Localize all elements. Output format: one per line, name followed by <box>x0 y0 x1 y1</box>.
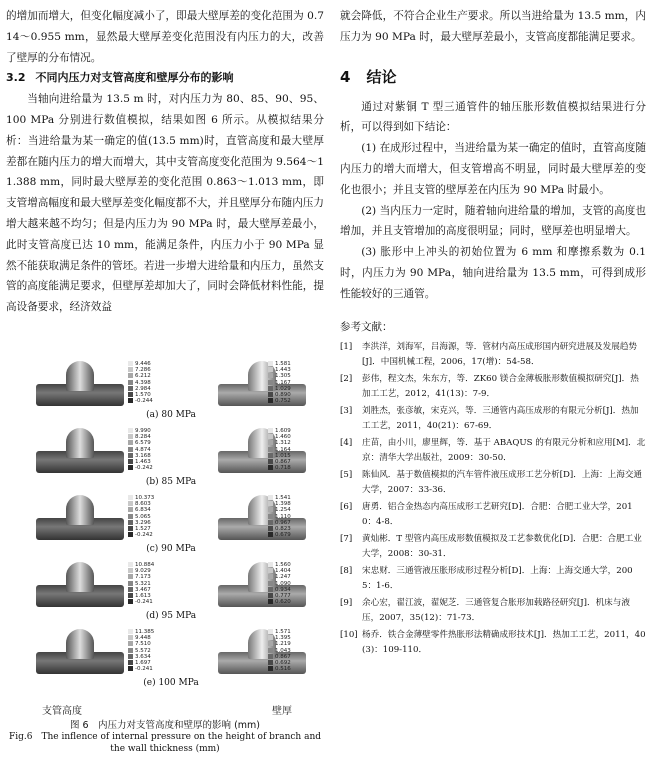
section-title: 结论 <box>366 67 397 86</box>
legend-entry: 0.679 <box>268 532 308 538</box>
legend-entry: 4.874 <box>128 447 168 453</box>
legend-entry: 0.823 <box>268 526 308 532</box>
legend-entry: -0.242 <box>128 532 168 538</box>
reference-number: [7] <box>340 533 353 544</box>
contour-legend <box>268 629 308 672</box>
reference-number: [1] <box>340 341 353 352</box>
reference-text: 宋忠财．三通管液压胀形成形过程分析[D]．上海：上海交通大学，2005：1-6． <box>362 565 633 591</box>
branch-height-contour <box>36 428 124 473</box>
figure-panel <box>36 428 306 487</box>
legend-entry: 9.029 <box>128 568 168 574</box>
reference-number: [3] <box>340 405 353 416</box>
branch-height-contour <box>36 495 124 540</box>
reference-text: 彭伟，程文杰，朱东方，等．ZK60 镁合金薄板胀形数值模拟研究[J]．热加工工艺，2012，41(13)：7-9． <box>362 373 639 399</box>
conclusion-item: (3) 胀形中上冲头的初始位置为 6 mm 和摩擦系数为 0.1 时，内压力为 90 MPa，轴向进给量为 13.5 mm，可得到成形性能较好的三通管。 <box>340 246 646 300</box>
reference-item <box>340 372 646 402</box>
legend-entry: 0.934 <box>268 587 308 593</box>
legend-entry: 1.029 <box>268 386 308 392</box>
legend-entry: 8.284 <box>128 434 168 440</box>
panel-caption: (a) 80 MPa <box>146 410 196 420</box>
legend-entry: 7.173 <box>128 574 168 580</box>
section-4-heading <box>340 66 646 87</box>
reference-text: 李洪洋，刘海军，吕海源，等．管材内高压成形国内研究进展及发展趋势[J]．中国机械工程，2006，17(增)：54-58． <box>362 341 638 367</box>
conclusion-intro: 通过对紫铜 T 型三通管件的轴压胀形数值模拟结果进行分析，可以得到如下结论： <box>340 100 646 134</box>
legend-entry: 0.752 <box>268 398 308 404</box>
legend-entry: 6.834 <box>128 507 168 513</box>
reference-text: 余心宏，翟江波，翟妮芝．三通管复合胀形加载路径研究[J]．机床与液压，2007，35(12)：71-73． <box>362 597 630 623</box>
legend-entry: 9.448 <box>128 635 168 641</box>
legend-entry: 1.560 <box>268 562 308 568</box>
reference-number: [8] <box>340 565 353 576</box>
legend-entry: 11.385 <box>128 629 168 635</box>
legend-entry: 3.467 <box>128 587 168 593</box>
legend-entry: 3.634 <box>128 654 168 660</box>
figure-panel <box>36 562 306 621</box>
left-column <box>6 6 324 318</box>
legend-entry: 1.254 <box>268 507 308 513</box>
reference-item <box>340 564 646 594</box>
reference-number: [2] <box>340 373 353 384</box>
figure-panel <box>36 495 306 554</box>
legend-entry: 3.296 <box>128 520 168 526</box>
panel-caption: (b) 85 MPa <box>145 477 197 487</box>
legend-entry: 1.460 <box>268 434 308 440</box>
legend-entry: 0.516 <box>268 666 308 672</box>
legend-entry: 1.609 <box>268 428 308 434</box>
legend-entry: 1.090 <box>268 581 308 587</box>
left-paragraph-top: 的增加而增大，但变化幅度减小了，即最大壁厚差的变化范围为 0.714～0.955 mm，显然最大壁厚差变化范围没有内压力的大，改善了壁厚的分布情况。 <box>6 10 324 64</box>
references-title: 参考文献： <box>340 320 393 333</box>
legend-entry: 7.510 <box>128 641 168 647</box>
legend-entry: 4.398 <box>128 380 168 386</box>
legend-entry: 1.404 <box>268 568 308 574</box>
legend-entry: 1.305 <box>268 373 308 379</box>
figure-6 <box>6 361 324 759</box>
legend-entry: 10.373 <box>128 495 168 501</box>
contour-legend <box>268 361 308 404</box>
legend-entry: 1.043 <box>268 648 308 654</box>
reference-number: [6] <box>340 501 353 512</box>
legend-entry: 1.167 <box>268 380 308 386</box>
legend-entry: 1.015 <box>268 453 308 459</box>
legend-entry: 0.867 <box>268 459 308 465</box>
reference-number: [9] <box>340 597 353 608</box>
branch-height-contour <box>36 629 124 674</box>
legend-entry: 2.984 <box>128 386 168 392</box>
legend-entry: 0.867 <box>268 654 308 660</box>
legend-entry: 1.527 <box>128 526 168 532</box>
legend-entry: -0.241 <box>128 666 168 672</box>
legend-entry: 6.579 <box>128 440 168 446</box>
legend-entry: 5.572 <box>128 648 168 654</box>
contour-legend <box>268 495 308 538</box>
branch-height-contour <box>36 361 124 406</box>
reference-item <box>340 468 646 498</box>
legend-entry: 1.571 <box>268 629 308 635</box>
section-3-2-heading <box>6 68 324 89</box>
legend-entry: 1.697 <box>128 660 168 666</box>
figure-panels <box>6 361 324 688</box>
legend-entry: 1.613 <box>128 593 168 599</box>
reference-item <box>340 596 646 626</box>
contour-legend <box>128 361 168 404</box>
legend-entry: 1.463 <box>128 459 168 465</box>
legend-entry: -0.241 <box>128 599 168 605</box>
legend-entry: 0.777 <box>268 593 308 599</box>
legend-entry: 1.570 <box>128 392 168 398</box>
conclusion-list <box>340 138 646 304</box>
reference-number: [5] <box>340 469 353 480</box>
reference-text: 刘胜杰，张彦敏，宋克兴，等．三通管内高压成形的有限元分析[J]．热加工工艺，2011，40(21)：67-69． <box>362 405 639 431</box>
legend-entry: 1.581 <box>268 361 308 367</box>
legend-entry: -0.244 <box>128 398 168 404</box>
legend-entry: 1.398 <box>268 501 308 507</box>
legend-entry: 5.321 <box>128 581 168 587</box>
references-list <box>340 340 646 658</box>
legend-entry: 1.395 <box>268 635 308 641</box>
right-column <box>340 6 646 660</box>
conclusion-item: (1) 在成形过程中，当进给量为某一确定的值时，直管高度随内压力的增大而增大，但支管增高不明显，同时最大壁厚差的变化也很小；并且支管的壁厚差在内压为 90 MPa 时最小。 <box>340 142 646 196</box>
label-branch-height: 支管高度 <box>42 706 82 717</box>
reference-item <box>340 500 646 530</box>
reference-text: 庄苗，由小川，廖里辉，等．基于 ABAQUS 的有限元分析和应用[M]．北京：清华大学出版社，2009：30-50． <box>362 437 646 463</box>
legend-entry: 1.164 <box>268 447 308 453</box>
legend-entry: 1.247 <box>268 574 308 580</box>
legend-entry: 9.990 <box>128 428 168 434</box>
reference-text: 黄灿彬．T 型管内高压成形数值模拟及工艺参数优化[D]．合肥：合肥工业大学，2008：30-31． <box>362 533 642 559</box>
conclusion-item: (2) 当内压力一定时，随着轴向进给量的增加，支管的高度也增加，并且支管增加的高度很明显；同时，壁厚差也明显增大。 <box>340 204 646 238</box>
figure-panel <box>36 629 306 688</box>
contour-legend <box>128 495 168 538</box>
figure-caption-cn: 图 6 内压力对支管高度和壁厚的影响 (mm) <box>69 720 260 731</box>
figure-panel <box>36 361 306 420</box>
legend-entry: 6.212 <box>128 373 168 379</box>
legend-entry: 1.219 <box>268 641 308 647</box>
legend-entry: 0.718 <box>268 465 308 471</box>
branch-height-contour <box>36 562 124 607</box>
legend-entry: -0.242 <box>128 465 168 471</box>
legend-entry: 1.443 <box>268 367 308 373</box>
legend-entry: 5.065 <box>128 514 168 520</box>
label-wall-thickness: 壁厚 <box>272 706 292 717</box>
legend-entry: 0.890 <box>268 392 308 398</box>
legend-entry: 10.884 <box>128 562 168 568</box>
reference-text: 陈仙风．基于数值模拟的汽车管件液压成形工艺分析[D]．上海：上海交通大学，2007：33-36． <box>362 469 643 495</box>
legend-entry: 3.168 <box>128 453 168 459</box>
legend-entry: 9.446 <box>128 361 168 367</box>
reference-item <box>340 404 646 434</box>
right-paragraph-top: 就会降低，不符合企业生产要求。所以当进给量为 13.5 mm，内压力为 90 MPa 时，最大壁厚差最小，支管高度都能满足要求。 <box>340 10 646 43</box>
panel-caption: (d) 95 MPa <box>145 611 197 621</box>
section-title: 不同内压力对支管高度和壁厚分布的影响 <box>35 71 234 85</box>
legend-entry: 8.603 <box>128 501 168 507</box>
reference-text: 唐勇．铝合金热态内高压成形工艺研究[D]．合肥：合肥工业大学，2010：4-8． <box>362 501 633 527</box>
panel-caption: (e) 100 MPa <box>143 678 199 688</box>
reference-item <box>340 628 646 658</box>
section-number: 3.2 <box>6 71 26 85</box>
legend-entry: 1.312 <box>268 440 308 446</box>
contour-legend <box>128 629 168 672</box>
contour-legend <box>128 428 168 471</box>
figure-column-labels <box>42 702 292 717</box>
contour-legend <box>128 562 168 605</box>
legend-entry: 0.692 <box>268 660 308 666</box>
reference-item <box>340 532 646 562</box>
panel-caption: (c) 90 MPa <box>146 544 196 554</box>
contour-legend <box>268 562 308 605</box>
reference-item <box>340 340 646 370</box>
legend-entry: 1.110 <box>268 514 308 520</box>
figure-caption-en: Fig.6 The inflence of internal pressure on the height of branch and the wall thickness (mm) <box>9 732 321 754</box>
legend-entry: 0.620 <box>268 599 308 605</box>
contour-legend <box>268 428 308 471</box>
section-number: 4 <box>340 67 351 86</box>
legend-entry: 0.967 <box>268 520 308 526</box>
reference-text: 杨乔．铁合金薄壁零件热胀形法精确成形技术[J]．热加工工艺，2011，40(3)：109-110． <box>362 629 646 655</box>
legend-entry: 7.286 <box>128 367 168 373</box>
reference-number: [4] <box>340 437 353 448</box>
reference-number: [10] <box>340 629 358 640</box>
reference-item <box>340 436 646 466</box>
left-paragraph-main: 当轴向进给量为 13.5 m 时，对内压力为 80、85、90、95、100 MPa 分别进行数值模拟，结果如图 6 所示。从模拟结果分析：当进给量为某一确定的值(13.5 mm)时，直管高度和最大壁厚差都在随内压力的增大而增大，其中支管高度变化范围为 9.564～11.388 mm，同时最大壁厚差的变化范围 0.863～1.013 mm，即支管增高幅度和最大壁厚差变化幅度都不大，并且壁厚分布随内压力增大越来越不均匀；但是内压力为 90 MPa 时，最大壁厚差最小，此时支管高度已达 10 mm，能满足条件，内压力小于 90 MPa 显然不能获取满足条件的管坯。若进一步增大进给量和内压力，虽然支管的高度能满足要求，但壁厚差却加大了，同时会降低材料性能，提高设备要求，经济效益 <box>6 93 324 314</box>
legend-entry: 1.541 <box>268 495 308 501</box>
